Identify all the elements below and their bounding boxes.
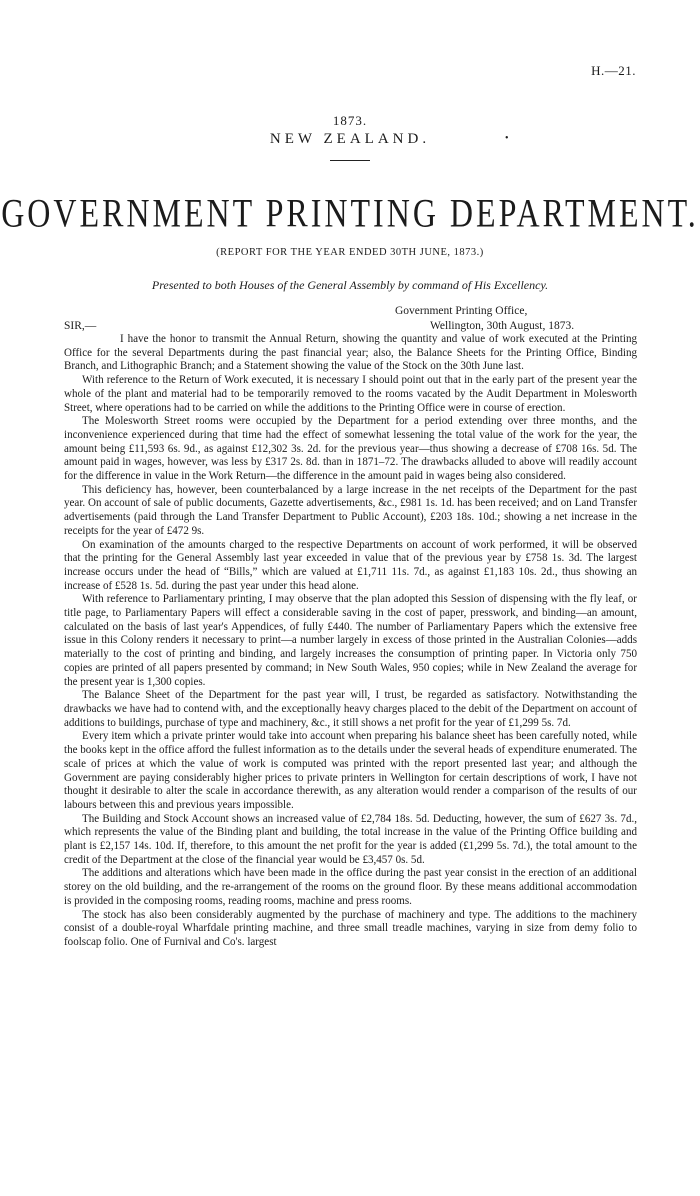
- salutation: SIR,—: [64, 320, 97, 332]
- year-heading: 1873.: [332, 113, 368, 128]
- paragraph: The additions and alterations which have been made in the office during the past year consist in the erection of an additional storey on the old building, and the re-arrangement of the rooms on the ground floor. By these means additional accommodation is provided in the composing rooms, reading rooms, machine and press rooms.: [64, 867, 637, 907]
- paragraph: This deficiency has, however, been counterbalanced by a large increase in the net receipts of the Department for the past year. On account of sale of public documents, Gazette advertisements, &c., £981 1s. 1d. has been received; and on Land Transfer advertisements (paid through the Land Transfer Department to Public Account), £203 18s. 10d.; showing a net increase in the receipts for the year of £472 9s.: [64, 483, 637, 537]
- country-heading: NEW ZEALAND.: [269, 131, 431, 147]
- paragraph: With reference to the Return of Work executed, it is necessary I should point out that in the early part of the present year the whole of the plant and material had to be temporarily removed to the rooms vacated by the Audit Department in Molesworth Street, where operations had to be carried on while the additions to the Printing Office were in course of erection.: [64, 374, 637, 414]
- paragraph: On examination of the amounts charged to the respective Departments on account of work performed, it will be observed that the printing for the General Assembly last year exceeded in value that of the previous year by £758 1s. 3d. The largest increase occurs under the head of “Bills,” which are valued at £1,711 11s. 7d., as against £1,183 10s. 2d., thus showing an increase of £528 1s. 5d. during the past year under this head alone.: [64, 538, 637, 592]
- paragraph: The Balance Sheet of the Department for the past year will, I trust, be regarded as satisfactory. Notwithstanding the drawbacks we have had to contend with, and the exceptionally heavy charges placed to the debit of the Department on account of additions to buildings, purchase of type and machinery, &c., it still shows a net profit for the year of £1,299 5s. 7d.: [64, 689, 637, 729]
- paper-reference: H.—21.: [591, 63, 636, 78]
- divider-rule: [330, 160, 370, 161]
- presented-line: Presented to both Houses of the General Assembly by command of His Excellency.: [151, 278, 549, 292]
- paragraph: Every item which a private printer would take into account when preparing his balance sheet has been carefully noted, while the books kept in the office afford the fullest information as to the details under the several heads of expenditure enumerated. The scale of prices at which the value of work is computed was printed with the report presented last year; and although the Government are paying considerably higher prices to private printers in Wellington for certain descriptions of work, I have not thought it desirable to alter the scale in accordance therewith, as any alteration would render a comparison of the results of our labours between this and previous years impossible.: [64, 730, 637, 811]
- department-title: GOVERNMENT PRINTING DEPARTMENT.: [1, 190, 699, 235]
- sender-address-line-2: Wellington, 30th August, 1873.: [430, 320, 575, 332]
- stray-mark: •: [505, 133, 509, 144]
- paragraph: The Building and Stock Account shows an increased value of £2,784 18s. 5d. Deducting, however, the sum of £627 3s. 7d., which represents the value of the Binding plant and building, the total increase in the value of the Printing Office building and plant is £2,157 14s. 10d. If, therefore, to this amount the net profit for the year is added (£1,299 5s. 7d.), the total amount to the credit of the Department at the close of the financial year would be £3,457 0s. 5d.: [64, 812, 637, 866]
- paragraph: With reference to Parliamentary printing, I may observe that the plan adopted this Session of dispensing with the fly leaf, or title page, to Parliamentary Papers will effect a considerable saving in the cost of paper, presswork, and binding—an amount, calculated on the basis of last year's Appendices, of fully £440. The number of Parliamentary Papers which the extensive free issue in this Colony renders it necessary to print—a number largely in excess of those printed in the Australian Colonies—adds materially to the cost of printing and binding, and largely increases the consumption of printing paper. In Victoria only 750 copies are printed of all papers presented by command; in New South Wales, 950 copies; while in New Zealand the average for the present year is 1,300 copies.: [64, 593, 637, 688]
- paragraph: I have the honor to transmit the Annual Return, showing the quantity and value of work executed at the Printing Office for the several Departments during the past financial year; also, the Balance Sheets for the Printing Office, Binding Branch, and Lithographic Branch; and a Statement showing the value of the Stock on the 30th June last.: [64, 333, 637, 373]
- sender-address-line-1: Government Printing Office,: [395, 305, 528, 317]
- report-subtitle: (REPORT FOR THE YEAR ENDED 30TH JUNE, 1873.): [216, 247, 484, 258]
- letter-body: [64, 333, 637, 950]
- paragraph: The Molesworth Street rooms were occupied by the Department for a period extending over three months, and the inconvenience experienced during that time had the effect of somewhat lessening the total value of the work for the year, the amount being £11,593 6s. 9d., as against £12,302 3s. 2d. for the previous year—thus showing a decrease of £708 16s. 5d. The amount paid in wages, however, was less by £317 2s. 8d. than in 1871–72. The drawbacks alluded to above will readily account for the difference in value in the Work Return—the difference in the amount paid in wages being also considered.: [64, 415, 637, 483]
- paragraph: The stock has also been considerably augmented by the purchase of machinery and type. The additions to the machinery consist of a double-royal Wharfdale printing machine, and three small treadle machines, varying in size from demy folio to foolscap folio. One of Furnival and Co's. largest: [64, 908, 637, 948]
